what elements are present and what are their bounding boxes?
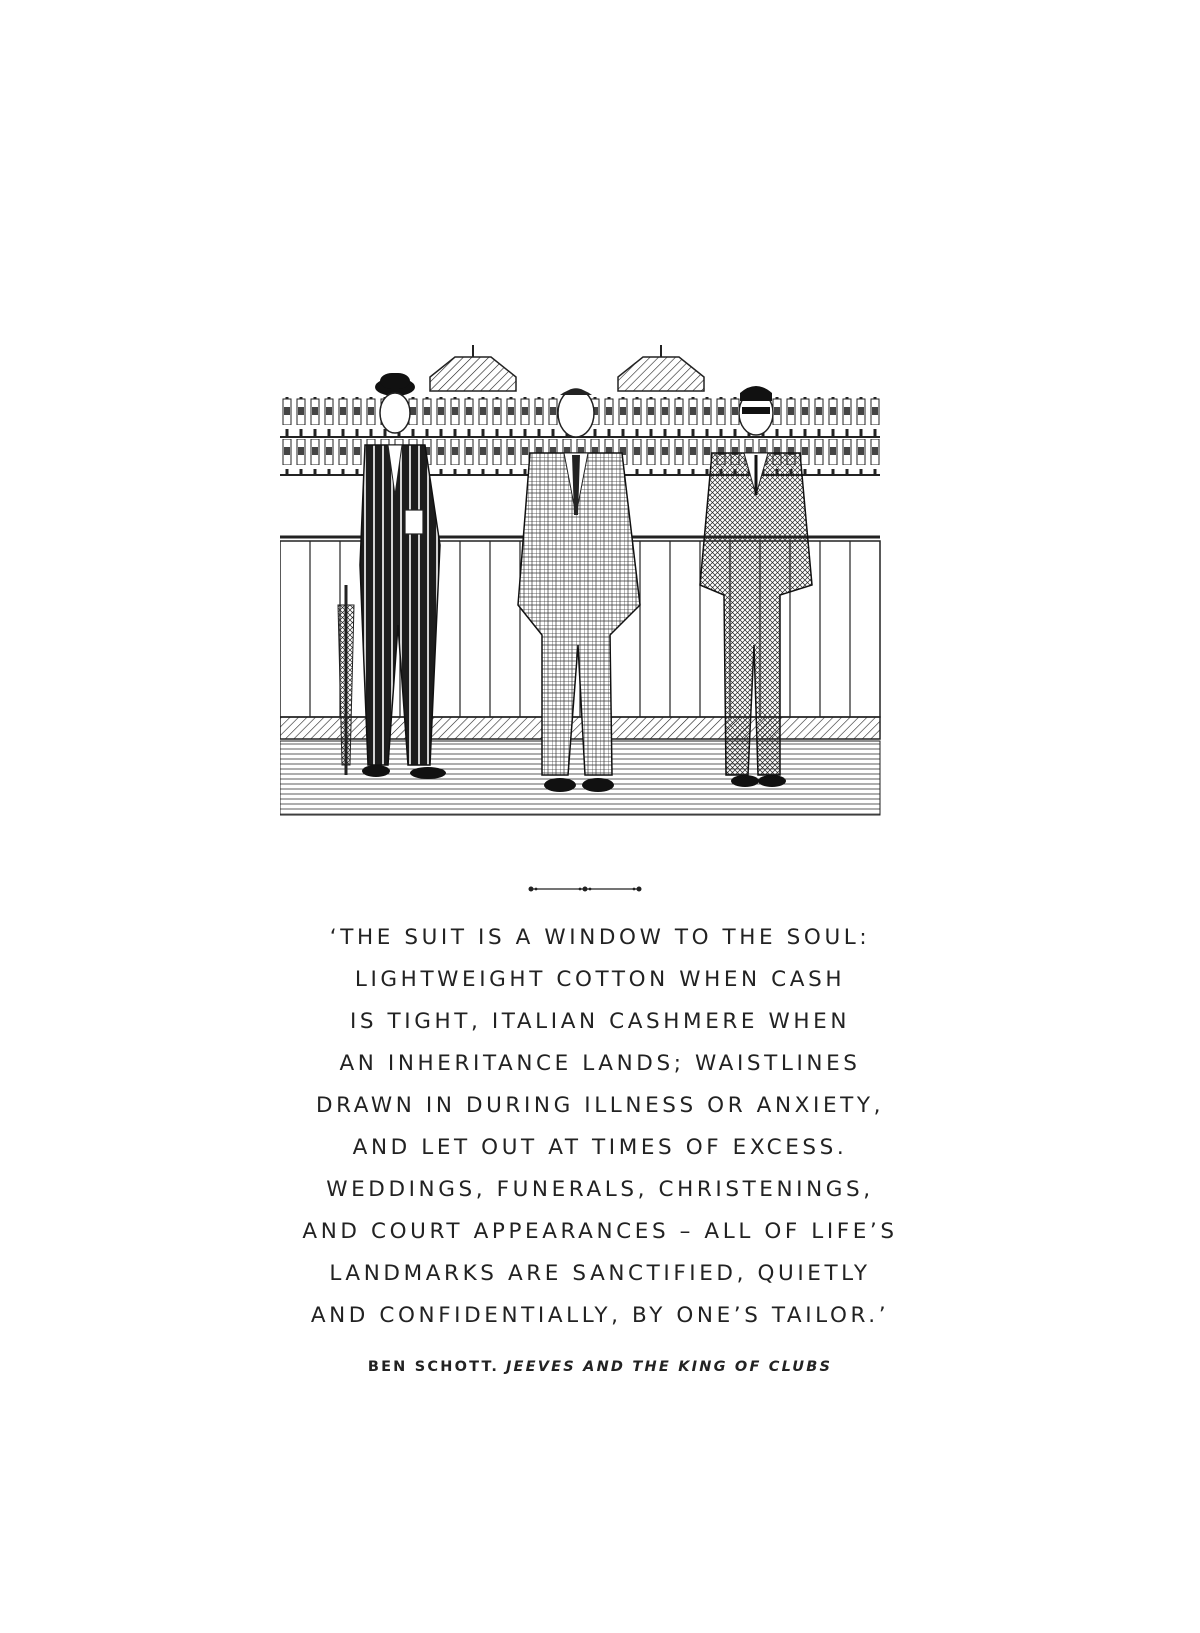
attribution-work-title: JEEVES AND THE KING OF CLUBS bbox=[505, 1359, 833, 1375]
quote-line: AND COURT APPEARANCES – ALL OF LIFE’S bbox=[302, 1219, 898, 1244]
quote-line: ‘THE SUIT IS A WINDOW TO THE SOUL: bbox=[329, 925, 871, 950]
pendant-lamp-left bbox=[430, 345, 516, 391]
quote-line: WEDDINGS, FUNERALS, CHRISTENINGS, bbox=[326, 1177, 874, 1202]
quote-line: LIGHTWEIGHT COTTON WHEN CASH bbox=[354, 967, 846, 992]
quote-attribution bbox=[200, 1359, 1000, 1375]
bar-illustration bbox=[280, 345, 890, 845]
quote-line: AN INHERITANCE LANDS; WAISTLINES bbox=[339, 1051, 861, 1076]
quote-line: AND LET OUT AT TIMES OF EXCESS. bbox=[352, 1135, 848, 1160]
pendant-lamp-right bbox=[618, 345, 704, 391]
quote-line: AND CONFIDENTIALLY, BY ONE’S TAILOR.’ bbox=[310, 1303, 890, 1328]
attribution-author: BEN SCHOTT. bbox=[367, 1359, 500, 1375]
quote-line: DRAWN IN DURING ILLNESS OR ANXIETY, bbox=[315, 1093, 885, 1118]
quote-line: IS TIGHT, ITALIAN CASHMERE WHEN bbox=[349, 1009, 851, 1034]
tailoring-quote bbox=[200, 917, 1000, 1337]
decorative-divider-ornament bbox=[525, 880, 645, 892]
illustration-svg bbox=[280, 345, 890, 845]
quote-line: LANDMARKS ARE SANCTIFIED, QUIETLY bbox=[329, 1261, 871, 1286]
